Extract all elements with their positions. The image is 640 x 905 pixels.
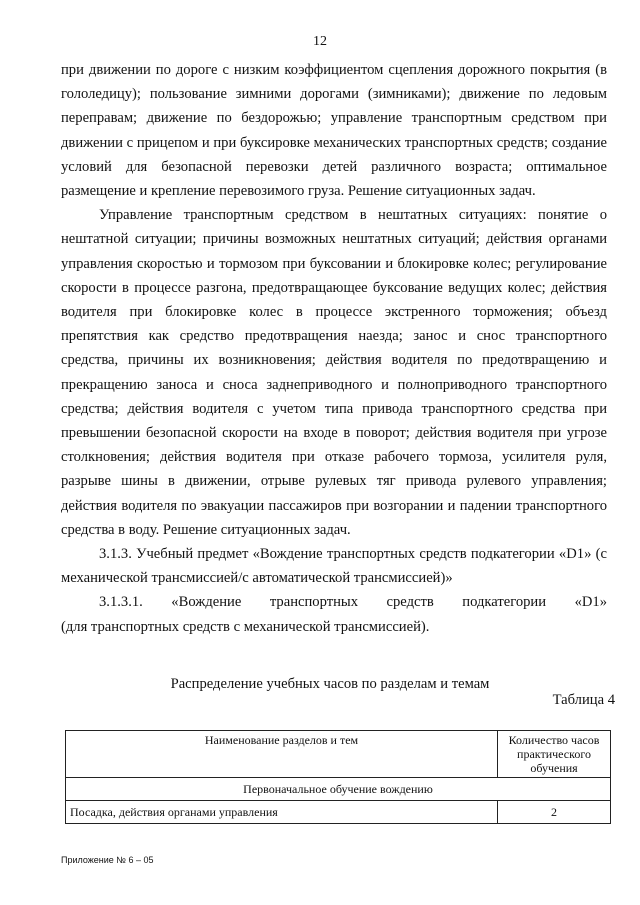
heading-word: подкатегории [462, 594, 547, 611]
heading-number: 3.1.3.1. [99, 594, 143, 611]
section-title: Первоначальное обучение вождению [66, 778, 611, 801]
footer-note: Приложение № 6 – 05 [61, 855, 154, 865]
heading-word: «D1» [574, 594, 607, 611]
distribution-title: Распределение учебных часов по разделам и темам [170, 676, 490, 692]
table-label: Таблица 4 [552, 692, 615, 708]
paragraph-emergency-situations: Управление транспортным средством в нештатных ситуациях: понятие о нештатной ситуации; причины возможных нештатных ситуаций; действия органами управления скоростью и тормозом при буксовании и блокировке колес; регулирование скорости в процессе разгона, предотвращающее буксование ведущих колес; действия водителя при блокировке колес в процессе экстренного торможения; объезд препятствия как средство предотвращения наезда; занос и снос транспортного средства, причины их возникновения; действия водителя по предотвращению и прекращению заноса и сноса заднеприводного и полноприводного транспортного средства; действия водителя с учетом типа привода транспортного средства при превышении безопасной скорости на входе в поворот; действия водителя при угрозе столкновения; действия водителя при отказе рабочего тормоза, усилителя руля, разрыве шины в движении, отрыве рулевых тяг привода рулевого управления; действия водителя по эвакуации пассажиров при возгорании и падении транспортного средства в воду. Решение ситуационных задач. [61, 207, 607, 538]
heading-word: средств [386, 594, 434, 611]
table-header-row [66, 731, 611, 778]
paragraph-continuation: при движении по дороге с низким коэффициентом сцепления дорожного покрытия (в гололедицу); пользование зимними дорогами (зимниками); движение по ледовым переправам; движение по бездорожью; управление транспортным средством при движении с прицепом и при буксировке механических транспортных средств; создание условий для безопасной перевозки детей различного возраста; оптимальное размещение и крепление перевозимого груза. Решение ситуационных задач. [61, 62, 607, 200]
heading-word: транспортных [269, 594, 358, 611]
header-name: Наименование разделов и тем [66, 731, 498, 778]
header-hours: Количество часов практического обучения [498, 731, 611, 778]
subsection-heading-3-1-3: 3.1.3. Учебный предмет «Вождение транспортных средств подкатегории «D1» (с механической трансмиссией/с автоматической трансмиссией)» [61, 546, 607, 587]
row-name: Посадка, действия органами управления [66, 801, 498, 824]
document-body [61, 58, 607, 639]
heading-word: «Вождение [171, 594, 242, 611]
row-hours: 2 [498, 801, 611, 824]
table-section-row [66, 778, 611, 801]
subsection-heading-3-1-3-1 [61, 590, 607, 614]
hours-table [65, 730, 611, 824]
page-number: 12 [313, 34, 327, 49]
subsection-heading-continuation: (для транспортных средств с механической трансмиссией). [61, 618, 430, 635]
table-row [66, 801, 611, 824]
